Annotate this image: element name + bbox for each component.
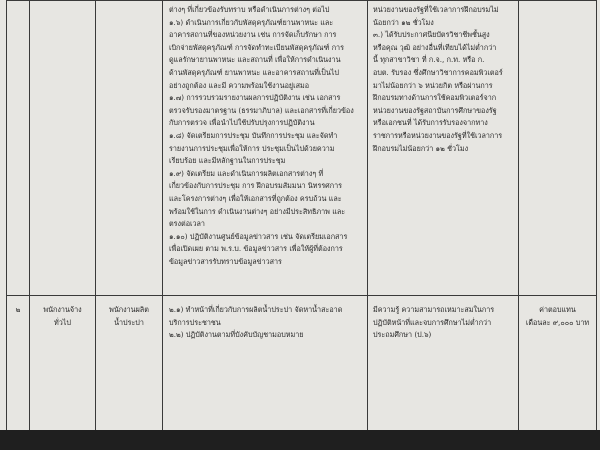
duty-line: กับการตรวจ เพื่อนำไปใช้ปรับปรุงการปฏิบัติงาน xyxy=(169,118,315,128)
duty-line: รายงานการประชุมเพื่อให้การ ประชุมเป็นไปด้วยความ xyxy=(169,143,335,153)
salary-cell xyxy=(519,304,596,329)
column-divider xyxy=(518,0,519,430)
duty-line: อาคารสถานที่ของหน่วยงาน เช่น การจัดเก็บรักษา การ xyxy=(169,30,337,40)
qualification-line: ฝึกอบรมทางด้านการใช้คอมพิวเตอร์จาก xyxy=(373,93,497,103)
qualifications-cell xyxy=(373,4,515,155)
duty-line: ดูแลรักษายานพาหนะ และสถานที่ เพื่อให้การดำเนินงาน xyxy=(169,55,341,65)
duty-line: อย่างถูกต้อง และมี ความพร้อมใช้งานอยู่เสมอ xyxy=(169,80,310,90)
position-name-line: พนักงานจ้าง xyxy=(43,305,82,314)
position-table xyxy=(6,0,597,430)
photo-edge xyxy=(0,430,600,450)
post-line: พนักงานผลิต xyxy=(109,305,149,314)
duty-line: ด้านพัสดุครุภัณฑ์ ยานพาหนะ และอาคารสถานที่เป็นไป xyxy=(169,67,339,77)
qualification-line: ๓.) ได้รับประกาศนียบัตรวิชาชีพชั้นสูง xyxy=(373,30,490,40)
qualification-line: อบต. รับรอง ซึ่งศึกษาวิชาการคอมพิวเตอร์ xyxy=(373,67,503,77)
duties-cell xyxy=(169,304,365,342)
qualification-line: น้อยกว่า ๑๒ ชั่วโมง xyxy=(373,17,434,27)
qualification-line: หน่วยงานของรัฐที่ใช้เวลาการฝึกอบรมไม่ xyxy=(373,5,499,14)
qualification-line: ประถมศึกษา (ป.๖) xyxy=(373,330,432,340)
duty-line: ๑.๙) จัดเตรียม และดำเนินการผลิตเอกสารต่างๆ ที่ xyxy=(169,168,324,178)
column-divider xyxy=(162,0,163,430)
salary-line: เดือนละ ๙,๐๐๐ บาท xyxy=(525,317,590,327)
duty-line: เกี่ยวข้องกับการประชุม การ ฝึกอบรมสัมมนา นิทรรศการ xyxy=(169,181,342,191)
duty-line: ๒.๑) ทำหน้าที่เกี่ยวกับการผลิตน้ำประปา จัดหาน้ำสะอาด xyxy=(169,305,343,314)
qualification-line: หน่วยงานของรัฐสถาบันการศึกษาของรัฐ xyxy=(373,105,497,115)
duty-line: บริการประชาชน xyxy=(169,317,221,327)
qualification-line: หรือเอกชนที่ ได้รับการรับรองจากทาง xyxy=(373,118,488,128)
column-divider xyxy=(367,0,368,430)
duties-cell xyxy=(169,4,365,268)
duty-line: ตรวจรับรองมาตรฐาน (ธรรมาภิบาล) และเอกสารที่เกี่ยวข้อง xyxy=(169,105,354,115)
row-divider xyxy=(7,0,597,1)
qualifications-cell xyxy=(373,304,515,342)
qualification-line: หรือคุณ วุฒิ อย่างอื่นที่เทียบได้ไม่ต่ำกว่า xyxy=(373,42,497,52)
row-number: ๒ xyxy=(15,305,21,314)
row-number-cell xyxy=(7,304,29,317)
duty-line: เพื่อเปิดเผย ตาม พ.ร.บ. ข้อมูลข่าวสาร เพื่อให้ผู้ที่ต้องการ xyxy=(169,244,343,254)
duty-line: และโครงการต่างๆ เพื่อให้เอกสารที่ถูกต้อง ครบถ้วน และ xyxy=(169,193,342,203)
column-divider xyxy=(596,0,597,430)
qualification-line: มีความรู้ ความสามารถเหมาะสมในการ xyxy=(373,305,495,314)
duty-line: ๑.๑๐) ปฏิบัติงานศูนย์ข้อมูลข่าวสาร เช่น จัดเตรียมเอกสาร xyxy=(169,231,348,241)
duty-line: เบิกจ่ายพัสดุครุภัณฑ์ การจัดทำทะเบียนพัสดุครุภัณฑ์ การ xyxy=(169,42,344,52)
position-name-cell xyxy=(30,304,95,329)
qualification-line: ราชการหรือหน่วยงานของรัฐที่ใช้เวลาการ xyxy=(373,130,503,140)
position-name-line: ทั่วไป xyxy=(54,317,71,327)
post-cell xyxy=(96,304,162,329)
column-divider xyxy=(29,0,30,430)
qualification-line: มาไม่น้อยกว่า ๖ หน่วยกิต หรือผ่านการ xyxy=(373,80,493,90)
duty-line: พร้อมใช้ในการ ดำเนินงานต่างๆ อย่างมีประสิทธิภาพ และ xyxy=(169,206,346,216)
duty-line: ๒.๒) ปฏิบัติงานตามที่บังคับบัญชามอบหมาย xyxy=(169,330,304,340)
post-line: น้ำประปา xyxy=(114,317,144,327)
qualification-line: นี้ ทุกสาขาวิชา ที่ ก.จ., ก.ท. หรือ ก. xyxy=(373,55,485,65)
duty-line: ๑.๖) ดำเนินการเกี่ยวกับพัสดุครุภัณฑ์ยานพาหนะ และ xyxy=(169,17,334,27)
duty-line: ต่างๆ ที่เกี่ยวข้องรับทราบ หรือดำเนินการต่างๆ ต่อไป xyxy=(169,5,330,14)
salary-line: ค่าตอบแทน xyxy=(539,305,576,314)
duty-line: ๑.๗) การรวบรวมรายงานผลการปฏิบัติงาน เช่น เอกสาร xyxy=(169,93,341,103)
qualification-line: ฝึกอบรมไม่น้อยกว่า ๑๒ ชั่วโมง xyxy=(373,143,469,153)
duty-line: ข้อมูลข่าวสารรับทราบข้อมูลข่าวสาร xyxy=(169,256,282,266)
duty-line: ๑.๘) จัดเตรียมการประชุม บันทึกการประชุม และจัดทำ xyxy=(169,130,338,140)
duty-line: ตรงต่อเวลา xyxy=(169,219,205,229)
column-divider xyxy=(95,0,96,430)
duty-line: เรียบร้อย และมีหลักฐานในการประชุม xyxy=(169,156,286,166)
qualification-line: ปฏิบัติหน้าที่และจบการศึกษาไม่ต่ำกว่า xyxy=(373,317,492,327)
row-divider xyxy=(7,295,597,296)
